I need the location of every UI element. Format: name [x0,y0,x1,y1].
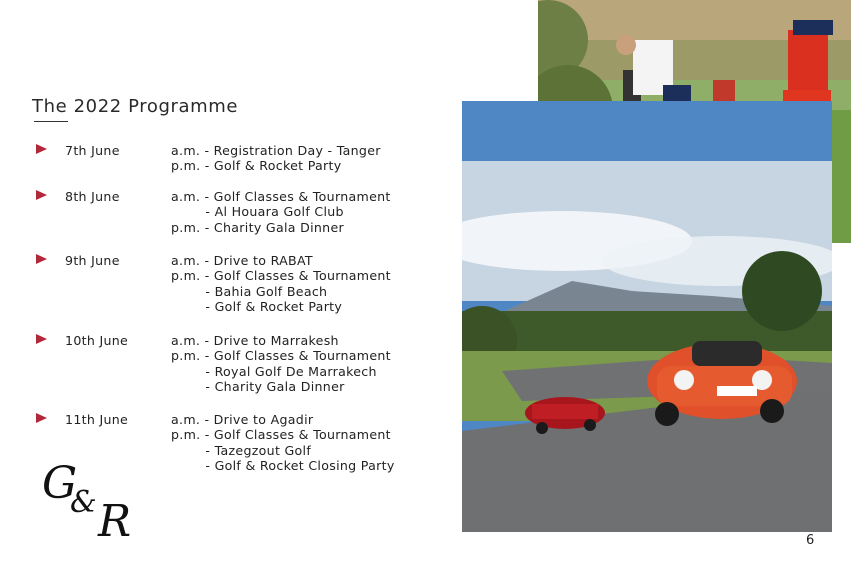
schedule-item-line: a.m. - Drive to Marrakesh [171,333,339,348]
schedule-item-line: - Royal Golf De Marrakech [171,363,377,379]
schedule-item-line: - Charity Gala Dinner [171,378,345,394]
schedule-item-line: p.m. - Golf Classes & Tournament [171,348,391,364]
bullet-arrow-icon [36,334,47,344]
page-title: The 2022 Programme [32,96,239,117]
schedule-item-line: p.m. - Golf Classes & Tournament [171,268,391,284]
bullet-arrow-icon [36,254,47,264]
schedule-item-line: a.m. - Drive to Agadir [171,412,314,427]
schedule-item-line: a.m. - Golf Classes & Tournament [171,189,391,204]
svg-text:R: R [98,496,132,545]
schedule-item-line: - Tazegzout Golf [171,442,312,458]
schedule-item-line: p.m. - Golf & Rocket Party [171,158,342,174]
bullet-arrow-icon [36,413,47,423]
schedule-item-line: - Golf & Rocket Closing Party [171,457,395,473]
bullet-arrow-icon [36,190,47,200]
schedule-date: 10th June [65,333,129,348]
schedule-items [171,253,391,314]
schedule-date: 7th June [65,143,120,158]
racing-car-photo [462,101,832,532]
schedule-item-line: a.m. - Drive to RABAT [171,253,313,268]
schedule-items [171,333,391,394]
schedule-item-line: - Al Houara Golf Club [171,204,344,220]
schedule-items [171,143,381,174]
schedule-item-line: - Golf & Rocket Party [171,298,343,314]
page-number: 6 [806,533,815,548]
schedule-item-line: p.m. - Golf Classes & Tournament [171,427,391,443]
title-underline [34,121,68,122]
schedule-items [171,412,395,473]
schedule-item-line: p.m. - Charity Gala Dinner [171,219,344,235]
schedule-item-line: a.m. - Registration Day - Tanger [171,143,381,158]
svg-text:G: G [42,458,78,509]
g-and-r-logo [40,450,150,545]
schedule-date: 8th June [65,189,120,204]
svg-text:&: & [70,485,97,520]
schedule-date: 9th June [65,253,120,268]
schedule-items [171,189,391,235]
bullet-arrow-icon [36,144,47,154]
schedule-date: 11th June [65,412,129,427]
schedule-item-line: - Bahia Golf Beach [171,283,328,299]
